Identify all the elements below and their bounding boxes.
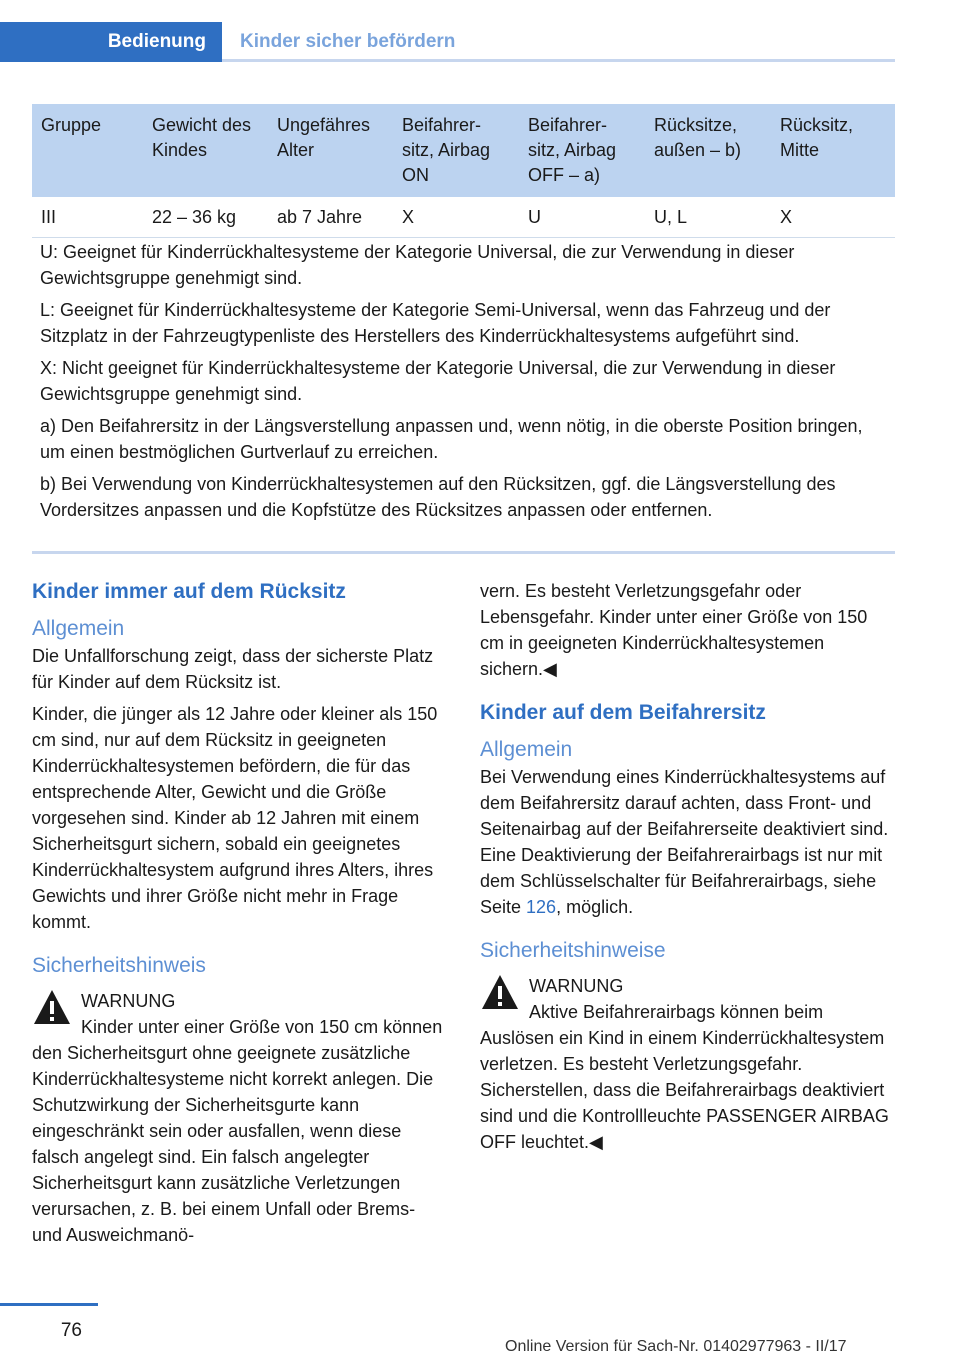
- page-link-126[interactable]: 126: [526, 897, 557, 917]
- subheading-sicherheitshinweis: Sicherheitshinweis: [32, 954, 206, 977]
- tab-kinder-sicher-befoerdern[interactable]: Kinder sicher befördern: [240, 31, 456, 52]
- table-cell: U: [519, 197, 645, 238]
- warning-text: Aktive Beifahrerairbags können beim Auslösen ein Kind in einem Kinderrückhaltesystem verletzen. Es besteht Verletzungsgefahr. Sicherstellen, dass die Beifahrerairbags deaktiviert sind und die Kontrollleuchte PASSENGER AIRBAG OFF leuchtet.◀: [480, 1002, 889, 1152]
- warning-label: WARNUNG: [81, 991, 176, 1011]
- table-cell: U, L: [645, 197, 771, 238]
- note-l: L: Geeignet für Kinderrückhaltesysteme der Kategorie Semi-Universal, wenn das Fahrzeug und der Sitzplatz in der Fahrzeugtypenliste des Herstellers des Kinderrückhaltesystems aufgeführt sind.: [40, 300, 831, 346]
- paragraph: Kinder, die jünger als 12 Jahre oder kleiner als 150 cm sind, nur auf dem Rücksitz in geeigneten Kinderrückhaltesystemen befördern, die für das entsprechende Alter, Gewicht und die Größe vorgesehen sind. Kinder ab 12 Jahren mit einem Sicherheitsgurt sichern, sobald ein geeignetes Kinderrückhaltesystem aufgrund ihres Alters, ihres Gewichts und ihrer Größe nicht mehr in Frage kommt.: [32, 704, 438, 932]
- warning-text: Kinder unter einer Größe von 150 cm können den Sicherheitsgurt ohne geeignete zusätzliche Kinderrückhaltesysteme nicht korrekt anlegen. Die Schutzwirkung der Sicherheitsgurte kann eingeschränkt sein oder ausfallen, wenn diese falsch angelegt sind. Ein falsch angelegter Sicherheitsgurt kann zusätzliche Verletzungen verursachen, z. B. bei einem Unfall oder Brems- und Ausweichmanö-: [32, 1017, 443, 1245]
- table-row: [32, 197, 895, 238]
- left-column: [32, 578, 445, 1248]
- table-cell: 22 – 36 kg: [143, 197, 268, 238]
- note-u: U: Geeignet für Kinderrückhaltesysteme der Kategorie Universal, die zur Verwendung in dieser Gewichtsgruppe genehmigt sind.: [40, 242, 795, 288]
- header-airbag-on: Beifahrer-sitz, Airbag ON: [393, 104, 519, 197]
- tab-bedienung[interactable]: Bedienung: [0, 22, 222, 62]
- header-ruecksitze-aussen: Rücksitze, außen – b): [645, 104, 771, 197]
- warning-label: WARNUNG: [529, 976, 624, 996]
- heading-kinder-ruecksitz: Kinder immer auf dem Rücksitz: [32, 580, 346, 603]
- table-cell: X: [393, 197, 519, 238]
- warning-block: [32, 988, 445, 1248]
- online-version-footer: Online Version für Sach-Nr. 01402977963 - II/17: [505, 1338, 847, 1355]
- section-divider: [32, 551, 895, 554]
- paragraph-text: Bei Verwendung eines Kinderrückhaltesystems auf dem Beifahrersitz darauf achten, dass Front- und Seitenairbag auf der Beifahrerseite deaktiviert sind. Eine Deaktivierung der Beifahrerairbags ist nur mit dem Schlüsselschalter für Beifahrerairbags, siehe Seite: [480, 767, 889, 917]
- note-a: a) Den Beifahrersitz in der Längsverstellung anpassen und, wenn nötig, in die oberste Position bringen, um einen bestmöglichen Gurtverlauf zu erreichen.: [40, 416, 863, 462]
- tab-underline: [222, 59, 895, 62]
- paragraph-text: , möglich.: [556, 897, 634, 917]
- header-airbag-off: Beifahrer-sitz, Airbag OFF – a): [519, 104, 645, 197]
- paragraph: Die Unfallforschung zeigt, dass der sicherste Platz für Kinder auf dem Rücksitz ist.: [32, 646, 434, 692]
- header-ruecksitz-mitte: Rücksitz, Mitte: [771, 104, 895, 197]
- warning-block: [480, 973, 893, 1155]
- child-seat-table: [32, 104, 895, 238]
- header-alter: Ungefähres Alter: [268, 104, 393, 197]
- table-cell: ab 7 Jahre: [268, 197, 393, 238]
- section-tabbar: [0, 22, 895, 62]
- heading-kinder-beifahrersitz: Kinder auf dem Beifahrersitz: [480, 701, 766, 724]
- warning-triangle-icon: [32, 988, 72, 1026]
- page-number-bar: [0, 1303, 98, 1306]
- table-cell: X: [771, 197, 895, 238]
- table-cell: III: [32, 197, 143, 238]
- note-x: X: Nicht geeignet für Kinderrückhaltesysteme der Kategorie Universal, die zur Verwendung in dieser Gewichtsgruppe genehmigt sind.: [40, 358, 836, 404]
- header-gruppe: Gruppe: [32, 104, 143, 197]
- table-header-row: [32, 104, 895, 197]
- subheading-sicherheitshinweise: Sicherheitshinweise: [480, 939, 666, 962]
- paragraph: [480, 764, 893, 920]
- subheading-allgemein: Allgemein: [480, 738, 573, 761]
- header-gewicht: Gewicht des Kindes: [143, 104, 268, 197]
- page-number: 76: [60, 1320, 82, 1341]
- subheading-allgemein: Allgemein: [32, 617, 125, 640]
- warning-triangle-icon: [480, 973, 520, 1011]
- right-column: [480, 578, 893, 1155]
- table-notes: [40, 239, 890, 529]
- continued-paragraph: vern. Es besteht Verletzungsgefahr oder Lebensgefahr. Kinder unter einer Größe von 150 cm in geeigneten Kinderrückhaltesystemen sichern.◀: [480, 581, 868, 679]
- note-b: b) Bei Verwendung von Kinderrückhaltesystemen auf den Rücksitzen, ggf. die Längsverstellung des Vordersitzes anpassen und die Kopfstütze des Rücksitzes anpassen oder entfernen.: [40, 474, 836, 520]
